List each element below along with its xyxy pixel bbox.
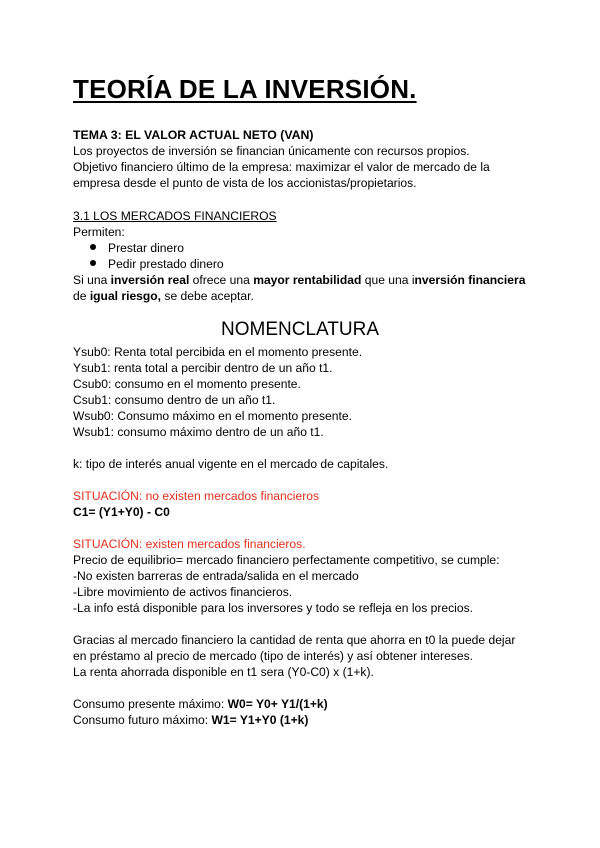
- nomenclatura-item: Wsub1: consumo máximo dentro de un año t1.: [73, 425, 324, 439]
- bullet-icon: [90, 260, 96, 266]
- rule-text: Si una: [73, 273, 111, 287]
- rule-text: de: [73, 289, 90, 303]
- situacion-1: [73, 488, 543, 520]
- situacion-line: -La info está disponible para los inversores y todo se refleja en los precios.: [73, 601, 473, 615]
- consumo-label: Consumo presente máximo:: [73, 697, 228, 711]
- situacion-label: SITUACIÓN: no existen mercados financieros: [73, 489, 320, 503]
- nomenclatura-item: Ysub0: Renta total percibida en el momento presente.: [73, 345, 363, 359]
- consumo-formula: W0= Y0+ Y1/(1+k): [227, 697, 328, 711]
- nomenclatura-item: Wsub0: Consumo máximo en el momento presente.: [73, 409, 352, 423]
- rule-text: que una i: [361, 273, 415, 287]
- consumo-section: [73, 696, 543, 728]
- nomenclatura-heading: NOMENCLATURA: [221, 319, 379, 340]
- situacion-line: -No existen barreras de entrada/salida en el mercado: [73, 569, 359, 583]
- bullet-icon: [90, 244, 96, 250]
- consumo-presente: [73, 696, 543, 712]
- situacion-2: [73, 536, 543, 616]
- nomenclatura-item: Ysub1: renta total a percibir dentro de un año t1.: [73, 361, 333, 375]
- consumo-formula: W1= Y1+Y0 (1+k): [211, 713, 309, 727]
- k-definition: k: tipo de interés anual vigente en el mercado de capitales.: [73, 457, 389, 471]
- bullet-list: [73, 240, 543, 272]
- tema-line: Objetivo financiero último de la empresa: maximizar el valor de mercado de la: [73, 160, 490, 174]
- mercados-heading: 3.1 LOS MERCADOS FINANCIEROS: [73, 209, 277, 223]
- rule-bold: nversión financiera: [414, 273, 526, 287]
- gracias-line: Gracias al mercado financiero la cantidad de renta que ahorra en t0 la puede dejar: [73, 633, 516, 647]
- mercados-section: [73, 208, 543, 304]
- rule-bold: inversión real: [110, 273, 190, 287]
- consumo-label: Consumo futuro máximo:: [73, 713, 212, 727]
- list-item: [73, 240, 543, 256]
- gracias-line: La renta ahorrada disponible en t1 sera (Y0-C0) x (1+k).: [73, 665, 374, 679]
- nomenclatura-item: Csub1: consumo dentro de un año t1.: [73, 393, 276, 407]
- situacion-formula: C1= (Y1+Y0) - C0: [73, 505, 170, 519]
- rule-line-1: [73, 272, 543, 288]
- list-item-text: Pedir prestado dinero: [108, 257, 224, 271]
- rule-text: se debe aceptar.: [161, 289, 254, 303]
- rule-line-2: [73, 288, 543, 304]
- tema-heading: TEMA 3: EL VALOR ACTUAL NETO (VAN): [73, 128, 314, 142]
- list-item-text: Prestar dinero: [108, 241, 184, 255]
- rule-bold: igual riesgo,: [89, 289, 162, 303]
- tema-section: [73, 127, 543, 191]
- nomenclatura-list: [73, 344, 543, 472]
- situacion-line: Precio de equilibrio= mercado financiero perfectamente competitivo, se cumple:: [73, 553, 500, 567]
- document-title: TEORÍA DE LA INVERSIÓN.: [73, 74, 417, 104]
- rule-bold: mayor rentabilidad: [253, 273, 362, 287]
- gracias-paragraph: [73, 632, 543, 680]
- tema-line: Los proyectos de inversión se financian únicamente con recursos propios.: [73, 144, 470, 158]
- situacion-line: -Libre movimiento de activos financieros.: [73, 585, 293, 599]
- permiten-label: Permiten:: [73, 225, 125, 239]
- consumo-futuro: [73, 712, 543, 728]
- gracias-line: en préstamo al precio de mercado (tipo de interés) y así obtener intereses.: [73, 649, 473, 663]
- nomenclatura-item: Csub0: consumo en el momento presente.: [73, 377, 301, 391]
- rule-text: ofrece una: [189, 273, 254, 287]
- list-item: [73, 256, 543, 272]
- situacion-label: SITUACIÓN: existen mercados financieros.: [73, 537, 306, 551]
- tema-line: empresa desde el punto de vista de los accionistas/propietarios.: [73, 176, 417, 190]
